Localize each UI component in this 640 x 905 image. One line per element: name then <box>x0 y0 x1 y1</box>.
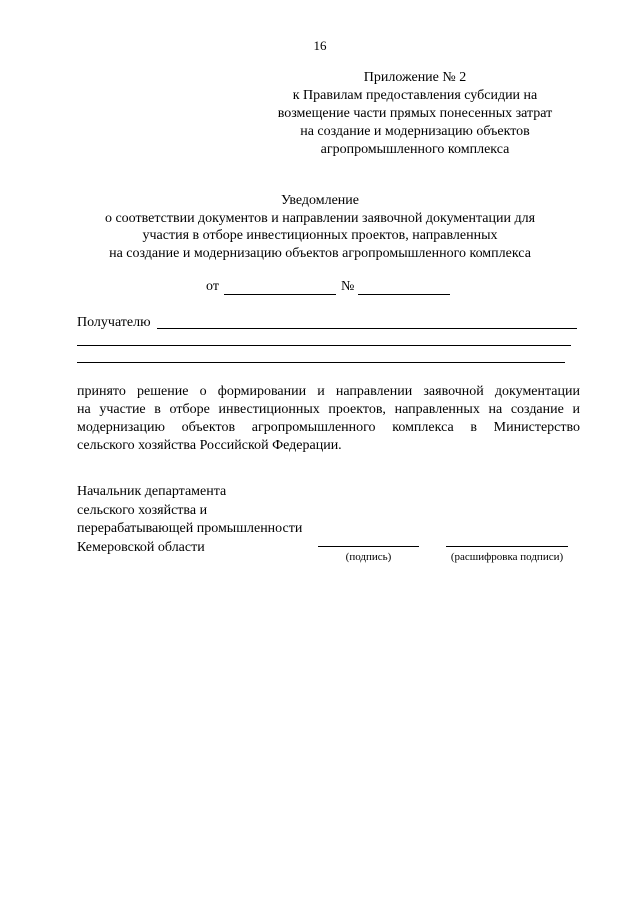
number-label: № <box>341 279 355 294</box>
decision-paragraph <box>77 383 580 455</box>
appendix-line: агропромышленного комплекса <box>320 142 510 157</box>
date-blank-field[interactable] <box>224 294 336 295</box>
paragraph-line: модернизацию объектов агропромышленного комплекса в Министерство <box>77 420 580 435</box>
signer-line: перерабатывающей промышленности <box>77 521 303 536</box>
recipient-blank-field[interactable] <box>157 328 577 329</box>
from-label: от <box>206 279 219 294</box>
signature-field[interactable] <box>318 546 419 547</box>
recipient-blank-line-2[interactable] <box>77 345 571 346</box>
signer-block <box>77 483 302 557</box>
recipient-blank-line-3[interactable] <box>77 362 565 363</box>
signature-caption: (подпись) <box>345 551 392 563</box>
notice-line: на создание и модернизацию объектов агропромышленного комплекса <box>109 245 531 261</box>
notice-heading <box>70 192 570 262</box>
paragraph-line: принято решение о формировании и направлении заявочной документации <box>77 384 580 399</box>
appendix-line: на создание и модернизацию объектов <box>300 124 530 139</box>
paragraph-line: сельского хозяйства Российской Федерации. <box>77 438 342 453</box>
notice-title: Уведомление <box>280 193 359 208</box>
signer-line: сельского хозяйства и <box>77 502 208 518</box>
recipient-label: Получателю <box>77 315 151 330</box>
appendix-title: Приложение № 2 <box>363 70 467 85</box>
signature-decode-caption: (расшифровка подписи) <box>450 551 564 563</box>
signer-line: Начальник департамента <box>77 484 227 499</box>
signature-decode-field[interactable] <box>446 546 568 547</box>
appendix-line: возмещение части прямых понесенных затрат <box>277 106 553 121</box>
appendix-header <box>250 69 580 159</box>
signer-line: Кемеровской области <box>77 539 205 555</box>
number-blank-field[interactable] <box>358 294 450 295</box>
notice-line: о соответствии документов и направлении заявочной документации для <box>104 210 536 226</box>
page-number: 16 <box>313 38 327 53</box>
paragraph-line: на участие в отборе инвестиционных проектов, направленных на создание и <box>77 402 580 417</box>
appendix-line: к Правилам предоставления субсидии на <box>292 88 538 103</box>
notice-line: участия в отборе инвестиционных проектов, направленных <box>142 228 498 243</box>
